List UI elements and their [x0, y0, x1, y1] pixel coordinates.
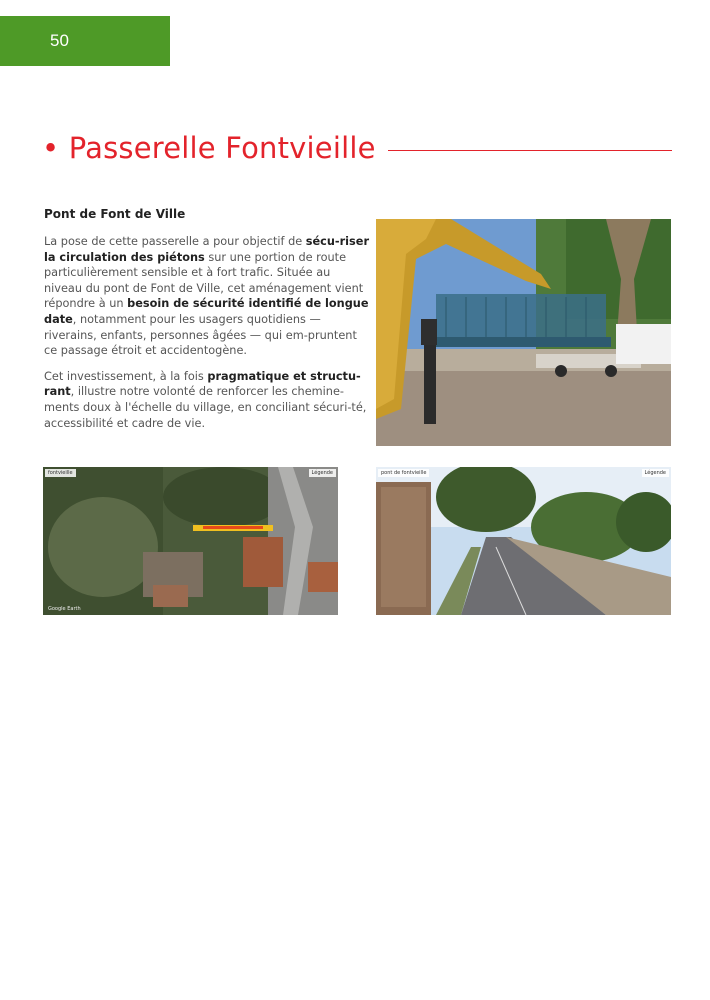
- body-text: [44, 234, 370, 441]
- paragraph-emphasis: besoin de sécurité identifié de longue date: [44, 297, 369, 326]
- excavator-lifting-footbridge-photo: [376, 219, 671, 446]
- aerial-label-legend: Légende: [309, 469, 336, 477]
- paragraph-text: sur une portion de route particulièrement sensible et à fort trafic. Située au niveau du pont de Font de Ville, cet aménagement vient répondre à un: [44, 250, 364, 311]
- aerial-map-photo: [43, 467, 338, 615]
- title-row: [42, 128, 672, 168]
- paragraph-text: , notamment pour les usagers quotidiens — riverains, enfants, personnes âgées — qui em-pruntent ce passage étroit et accidentogène.: [44, 312, 357, 358]
- aerial-label-credit: Google Earth: [48, 606, 81, 612]
- paragraph-text: Cet investissement, à la fois: [44, 369, 208, 383]
- paragraph-emphasis: pragmatique et structu-rant: [44, 369, 361, 399]
- section-subtitle: Pont de Font de Ville: [44, 207, 186, 221]
- paragraph-text: , illustre notre volonté de renforcer les chemine-ments doux à l'échelle du village, en conciliant sécuri-té, accessibilité et cadre de vie.: [44, 385, 367, 430]
- page-number: 50: [50, 31, 69, 50]
- title-rule: [388, 150, 672, 151]
- aerial-label-title: fontvieille: [45, 469, 76, 477]
- paragraph: [44, 369, 370, 431]
- paragraph-text: La pose de cette passerelle a pour objectif de: [44, 235, 306, 248]
- street-label-legend: Légende: [642, 469, 669, 477]
- street-label-title: pont de fontvieille: [378, 469, 429, 477]
- paragraph: [44, 234, 370, 359]
- paragraph-emphasis: sécu-riser la circulation des piétons: [44, 235, 370, 264]
- page-number-badge: [0, 16, 170, 66]
- page-title: • Passerelle Fontvieille: [42, 131, 376, 165]
- street-view-photo: [376, 467, 671, 615]
